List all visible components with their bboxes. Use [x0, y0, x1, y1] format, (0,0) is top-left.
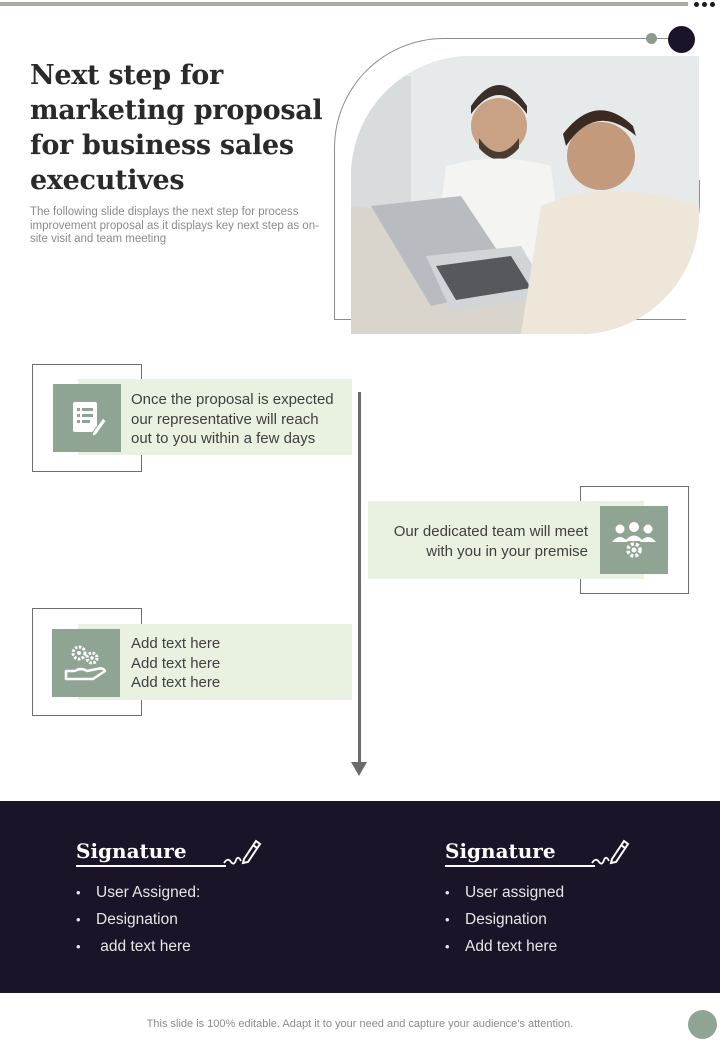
signature-pen-icon	[222, 835, 262, 867]
signature-2-item: • User assigned	[445, 879, 564, 906]
signature-1-item: • add text here	[76, 933, 200, 960]
signature-1-underline	[76, 865, 226, 867]
signature-1-item: • User Assigned:	[76, 879, 200, 906]
signature-pen-icon	[590, 835, 630, 867]
signature-section	[0, 801, 720, 993]
signature-1-item: • Designation	[76, 906, 200, 933]
signature-1-title: Signature	[76, 839, 187, 863]
step-3-text: Add text here Add text here Add text here	[131, 635, 221, 691]
timeline-line	[358, 392, 361, 762]
meeting-photo	[351, 56, 699, 334]
decor-dot-large	[668, 26, 695, 53]
document-edit-icon	[53, 384, 121, 452]
more-dots-icon	[694, 0, 720, 8]
hand-gears-icon	[52, 629, 120, 697]
signature-2-underline	[445, 865, 595, 867]
step-1-text: Once the proposal is expected our representative will reach out to you within a few days	[131, 391, 334, 447]
decor-dot-footer	[688, 1010, 717, 1039]
step-2-text: Our dedicated team will meet with you in your premise	[393, 523, 588, 560]
signature-2-item: • Designation	[445, 906, 564, 933]
decor-dot-small	[646, 33, 657, 44]
footer-note: This slide is 100% editable. Adapt it to your need and capture your audience’s attention.	[146, 1018, 574, 1030]
meeting-photo-illustration	[351, 56, 699, 334]
page-subtitle: The following slide displays the next step for process improvement proposal as it displays key next step as on-site visit and team meeting	[30, 206, 319, 245]
page-title: Next step for marketing proposal for business sales executives	[30, 60, 323, 196]
team-gear-icon	[600, 506, 668, 574]
signature-1-list	[76, 879, 200, 960]
signature-2-item: • Add text here	[445, 933, 564, 960]
top-accent-bar	[0, 2, 688, 6]
timeline-arrow-icon	[351, 762, 367, 776]
signature-2-list	[445, 879, 564, 960]
signature-2-title: Signature	[445, 839, 556, 863]
